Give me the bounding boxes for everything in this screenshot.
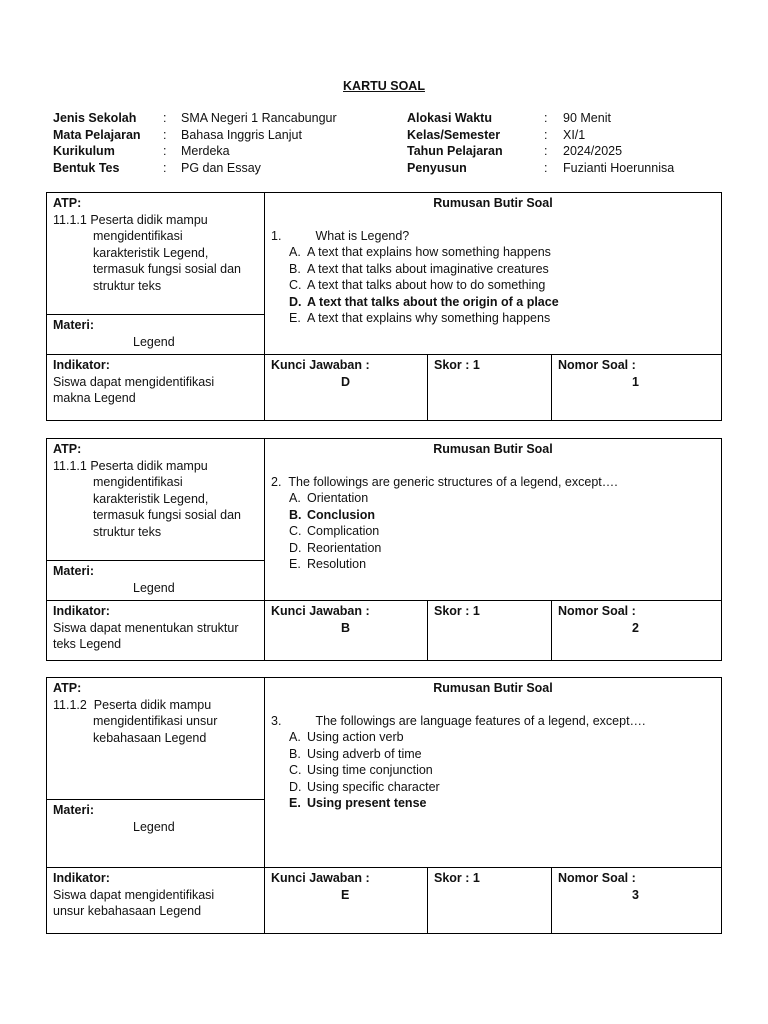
option-text: Conclusion [307,507,376,522]
option-letter: C. [289,278,302,292]
skor-label: Skor : 1 [434,604,480,618]
option-letter: D. [289,540,302,555]
materi-value: Legend [133,580,175,595]
kunci-cell [265,601,428,661]
question-line [271,474,715,491]
option-letter: C. [289,763,302,777]
option-text: Using adverb of time [307,746,422,761]
kunci-label: Kunci Jawaban : [271,871,370,885]
atp-label: ATP: [53,442,82,456]
nomor-cell [552,868,722,934]
kunci-value: E [341,887,350,902]
question-line [271,713,715,730]
indikator-label: Indikator: [53,871,110,885]
header-label: Kelas/Semester [407,127,501,142]
rumusan-label: Rumusan Butir Soal [433,196,553,210]
header-value: XI/1 [563,127,586,142]
indikator-cell [47,601,265,661]
materi-value: Legend [133,334,175,349]
header-label: Tahun Pelajaran [407,144,503,158]
atp-text: Peserta didik mampu [90,212,208,227]
option-correct [289,795,715,812]
nomor-label: Nomor Soal : [558,871,636,885]
nomor-value: 1 [632,374,639,389]
option-text: Orientation [307,491,369,505]
nomor-value: 2 [632,620,639,635]
option-letter: E. [289,796,301,810]
nomor-label: Nomor Soal : [558,358,636,372]
header-colon: : [544,127,548,142]
option [289,244,715,261]
header-colon: : [544,111,548,125]
rumusan-label: Rumusan Butir Soal [433,681,553,695]
option-letter: D. [289,294,302,309]
atp-text: termasuk fungsi sosial dan [93,262,241,276]
option-text: Resolution [307,557,367,571]
atp-label: ATP: [53,196,82,210]
header-row [53,144,733,161]
indikator-text: teks Legend [53,637,122,651]
atp-text: termasuk fungsi sosial dan [93,508,241,522]
option [289,762,715,779]
kunci-cell [265,868,428,934]
question-text: The followings are generic structures of a legend, except…. [288,474,618,489]
atp-cell [47,439,265,561]
header-colon: : [544,160,548,175]
skor-cell [428,868,552,934]
header-info [53,111,733,177]
header-colon: : [163,160,167,175]
nomor-label: Nomor Soal : [558,604,636,618]
options-list [271,729,715,812]
atp-text: struktur teks [93,278,162,293]
option [289,490,715,507]
atp-code: 11.1.1 [53,212,87,227]
nomor-cell [552,601,722,661]
atp-text: mengidentifikasi unsur [93,714,218,728]
header-colon: : [163,111,167,125]
question-text: The followings are language features of a legend, except…. [315,713,646,728]
atp-code: 11.1.2 [53,697,87,712]
option-text: A text that talks about how to do something [307,278,546,292]
option-letter: E. [289,557,301,571]
option [289,556,715,573]
option-letter: A. [289,491,301,505]
header-label: Jenis Sekolah [53,111,137,125]
nomor-value: 3 [632,887,639,902]
question-cell [265,193,722,355]
option [289,729,715,746]
indikator-label: Indikator: [53,604,110,618]
question-number: 2. [271,474,282,489]
header-value: Bahasa Inggris Lanjut [181,127,302,142]
atp-cell [47,678,265,800]
materi-value: Legend [133,819,175,834]
option-letter: C. [289,524,302,538]
header-value: PG dan Essay [181,160,261,175]
header-value: 2024/2025 [563,144,623,158]
header-value: SMA Negeri 1 Rancabungur [181,111,337,125]
atp-line [53,458,258,475]
option [289,310,715,327]
materi-cell [47,315,265,355]
option-letter: D. [289,779,302,794]
option [289,540,715,557]
option [289,523,715,540]
header-colon: : [163,127,167,142]
atp-text: mengidentifikasi [93,475,183,489]
option-letter: B. [289,507,302,522]
atp-label: ATP: [53,681,82,695]
header-value: Fuzianti Hoerunnisa [563,160,675,175]
indikator-text: Siswa dapat menentukan struktur [53,620,239,635]
indikator-text: makna Legend [53,391,136,405]
question-text: What is Legend? [315,228,410,243]
materi-label: Materi: [53,564,94,578]
header-row [53,161,733,178]
option-correct [289,507,715,524]
kunci-cell [265,355,428,421]
indikator-label: Indikator: [53,358,110,372]
option-text: Using action verb [307,730,404,744]
option [289,277,715,294]
indikator-text: unsur kebahasaan Legend [53,904,202,918]
question-card [46,438,722,661]
question-cell [265,439,722,601]
option-text: A text that explains how something happens [307,245,551,259]
materi-cell [47,800,265,868]
header-label: Kurikulum [53,144,115,158]
atp-line [53,697,258,714]
atp-text: karakteristik Legend, [93,491,209,506]
indikator-text: Siswa dapat mengidentifikasi [53,887,215,902]
header-label: Alokasi Waktu [407,111,492,125]
materi-label: Materi: [53,318,94,332]
atp-text: struktur teks [93,524,162,539]
skor-cell [428,601,552,661]
option-letter: E. [289,311,301,325]
option-text: A text that explains why something happens [307,311,551,325]
option-text: A text that talks about imaginative creatures [307,261,549,276]
atp-text: mengidentifikasi [93,229,183,243]
atp-code: 11.1.1 [53,458,87,473]
skor-cell [428,355,552,421]
question-number: 3. [271,713,282,728]
option [289,779,715,796]
header-colon: : [163,144,167,158]
option-letter: A. [289,730,301,744]
option-text: Reorientation [307,540,382,555]
indikator-text: Siswa dapat mengidentifikasi [53,374,215,389]
question-line [271,228,715,245]
indikator-cell [47,355,265,421]
option [289,746,715,763]
atp-text: karakteristik Legend, [93,245,209,260]
question-number: 1. [271,228,282,243]
header-row [53,128,733,145]
option-text: Using time conjunction [307,763,433,777]
indikator-cell [47,868,265,934]
option-correct [289,294,715,311]
atp-line [53,212,258,229]
header-row [53,111,733,128]
kunci-label: Kunci Jawaban : [271,604,370,618]
header-colon: : [544,144,548,158]
option-letter: B. [289,746,301,761]
kunci-value: D [341,374,351,389]
atp-text: Peserta didik mampu [93,697,212,712]
option-text: Using specific character [307,779,440,794]
kunci-value: B [341,620,351,635]
option [289,261,715,278]
option-letter: B. [289,261,301,276]
header-value: 90 Menit [563,111,611,125]
header-label: Bentuk Tes [53,160,120,175]
option-text: Complication [307,524,380,538]
question-card [46,677,722,934]
page-title: KARTU SOAL [343,79,425,93]
materi-cell [47,561,265,601]
option-text: A text that talks about the origin of a place [307,294,559,309]
rumusan-label: Rumusan Butir Soal [433,442,553,456]
options-list [271,244,715,327]
header-label: Mata Pelajaran [53,127,141,142]
question-card [46,192,722,421]
materi-label: Materi: [53,803,94,817]
option-letter: A. [289,245,301,259]
atp-text: kebahasaan Legend [93,730,207,745]
nomor-cell [552,355,722,421]
kunci-label: Kunci Jawaban : [271,358,370,372]
header-value: Merdeka [181,144,230,158]
skor-label: Skor : 1 [434,358,480,372]
options-list [271,490,715,573]
header-label: Penyusun [407,160,467,175]
question-cell [265,678,722,868]
atp-cell [47,193,265,315]
atp-text: Peserta didik mampu [90,458,208,473]
option-text: Using present tense [307,796,427,810]
skor-label: Skor : 1 [434,871,480,885]
